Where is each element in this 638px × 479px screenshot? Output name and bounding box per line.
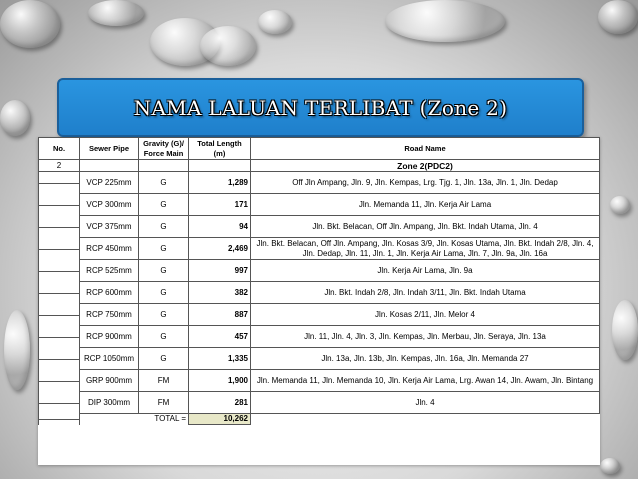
road-name-cell: Jln. 11, Jln. 4, Jln. 3, Jln. Kempas, Jln. Merbau, Jln. Seraya, Jln. 13a [251,326,600,348]
road-name-cell: Jln. Kerja Air Lama, Jln. 9a [251,260,600,282]
header-no: No. [39,138,80,160]
total-length-cell: 1,289 [189,172,251,194]
row-no-cell [39,392,80,414]
road-name-cell: Off Jln Ampang, Jln. 9, Jln. Kempas, Lrg. Tjg. 1, Jln. 13a, Jln. 1, Jln. Dedap [251,172,600,194]
water-drop-decoration [200,26,256,66]
zone-title: Zone 2(PDC2) [251,160,600,172]
table-row [39,194,600,216]
row-no-cell [39,326,80,348]
road-table-sheet [38,137,600,465]
header-gravity: Gravity (G)/ Force Main [139,138,189,160]
total-length-cell: 382 [189,282,251,304]
water-drop-decoration [600,458,620,474]
sewer-pipe-cell: RCP 450mm [80,238,139,260]
row-no-cell [39,370,80,392]
road-name-cell: Jln. Memanda 11, Jln. Memanda 10, Jln. Kerja Air Lama, Lrg. Awan 14, Jln. Awam, Jln. Bintang [251,370,600,392]
total-length-cell: 171 [189,194,251,216]
total-label: TOTAL = [154,414,186,424]
total-length-cell: 94 [189,216,251,238]
road-name-cell: Jln. 13a, Jln. 13b, Jln. Kempas, Jln. 16a, Jln. Memanda 27 [251,348,600,370]
sewer-pipe-cell: RCP 750mm [80,304,139,326]
gravity-cell: G [139,260,189,282]
sewer-pipe-cell: RCP 900mm [80,326,139,348]
table-row [39,392,600,414]
sewer-pipe-cell: RCP 1050mm [80,348,139,370]
sewer-pipe-cell: RCP 600mm [80,282,139,304]
empty-cell [189,160,251,172]
table-row [39,216,600,238]
table-row [39,238,600,260]
water-drop-decoration [610,196,630,214]
empty-cell [39,414,80,425]
gravity-cell: G [139,216,189,238]
water-drop-decoration [4,310,30,390]
road-name-table [38,137,600,425]
total-row [39,414,600,425]
table-row [39,348,600,370]
gravity-cell: G [139,238,189,260]
empty-cell [80,160,139,172]
gravity-cell: G [139,194,189,216]
gravity-cell: G [139,282,189,304]
water-drop-decoration [385,0,505,42]
table-row [39,370,600,392]
title-banner [57,78,584,137]
road-name-cell: Jln. Memanda 11, Jln. Kerja Air Lama [251,194,600,216]
empty-cell [251,414,600,425]
sewer-pipe-cell: VCP 300mm [80,194,139,216]
gravity-cell: FM [139,370,189,392]
zone-row [39,160,600,172]
road-name-cell: Jln. 4 [251,392,600,414]
table-row [39,326,600,348]
row-no-cell [39,216,80,238]
table-row [39,304,600,326]
table-row [39,282,600,304]
total-length-cell: 2,469 [189,238,251,260]
row-no-cell [39,260,80,282]
header-road-name: Road Name [251,138,600,160]
road-name-cell: Jln. Bkt. Belacan, Off Jln. Ampang, Jln. Kosas 3/9, Jln. Kosas Utama, Jln. Bkt. Indah 2/8, Jln. 4, Jln. Dedap, Jln. 11, Jln. 1, Jln. Kerja Air Lama, Jln. 7, Jln. 9a, Jln. 16a [251,238,600,260]
total-length-cell: 281 [189,392,251,414]
road-name-cell: Jln. Kosas 2/11, Jln. Melor 4 [251,304,600,326]
water-drop-decoration [598,0,638,34]
sewer-pipe-cell: VCP 375mm [80,216,139,238]
total-value: 10,262 [189,414,251,425]
page-title: NAMA LALUAN TERLIBAT (Zone 2) [133,95,508,120]
sewer-pipe-cell: RCP 525mm [80,260,139,282]
total-length-cell: 1,900 [189,370,251,392]
gravity-cell: FM [139,392,189,414]
total-length-cell: 997 [189,260,251,282]
total-length-cell: 457 [189,326,251,348]
water-drop-decoration [258,10,292,34]
road-name-cell: Jln. Bkt. Belacan, Off Jln. Ampang, Jln. Bkt. Indah Utama, Jln. 4 [251,216,600,238]
header-sewer-pipe: Sewer Pipe [80,138,139,160]
gravity-cell: G [139,348,189,370]
header-total-length: Total Length (m) [189,138,251,160]
gravity-cell: G [139,304,189,326]
gravity-cell: G [139,172,189,194]
row-no-cell [39,238,80,260]
sewer-pipe-cell: DIP 300mm [80,392,139,414]
zone-number: 2 [39,160,80,172]
empty-cell [139,160,189,172]
empty-cell [80,414,139,425]
row-no-cell [39,194,80,216]
gravity-cell: G [139,326,189,348]
road-name-cell: Jln. Bkt. Indah 2/8, Jln. Indah 3/11, Jln. Bkt. Indah Utama [251,282,600,304]
water-drop-decoration [0,100,30,136]
water-drop-decoration [0,0,60,48]
sewer-pipe-cell: GRP 900mm [80,370,139,392]
water-drop-decoration [612,300,638,360]
table-row [39,172,600,194]
table-header-row [39,138,600,160]
total-length-cell: 1,335 [189,348,251,370]
sewer-pipe-cell: VCP 225mm [80,172,139,194]
total-length-cell: 887 [189,304,251,326]
row-no-cell [39,282,80,304]
row-no-cell [39,304,80,326]
table-row [39,260,600,282]
row-no-cell [39,172,80,194]
row-no-cell [39,348,80,370]
water-drop-decoration [88,0,144,26]
